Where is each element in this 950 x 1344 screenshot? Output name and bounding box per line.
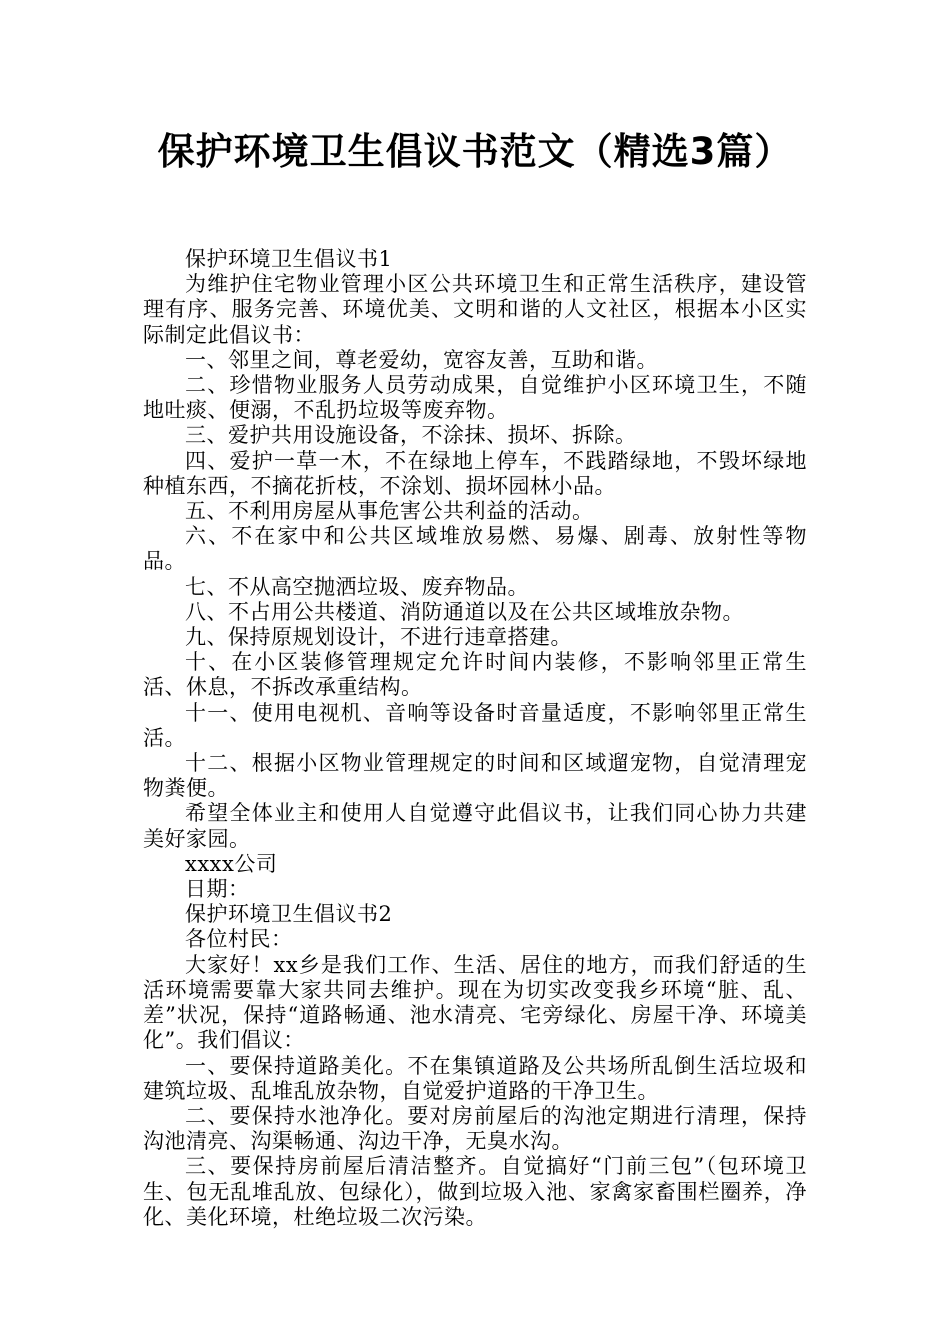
section-heading-2: 保护环境卫生倡议书2	[185, 902, 393, 927]
proposal-2: 二、要保持水池净化。要对房前屋后的沟池定期进行清理，保持沟池清亮、沟渠畅通、沟边干净，无臭水沟。	[143, 1103, 807, 1154]
item-8: 八、不占用公共楼道、消防通道以及在公共区域堆放杂物。	[185, 599, 744, 624]
document-body	[143, 247, 807, 1230]
item-4: 四、爱护一草一木，不在绿地上停车，不践踏绿地，不毁坏绿地种植东西，不摘花折枝，不涂划、损坏园林小品。	[143, 448, 807, 498]
signature-date: 日期：	[185, 877, 250, 902]
greeting-paragraph: 大家好！xx乡是我们工作、生活、居住的地方，而我们舒适的生活环境需要靠大家共同去维护。现在为切实改变我乡环境“脏、乱、差”状况，保持“道路畅通、池水清亮、宅旁绿化、房屋干净、环境美化”。我们倡议：	[143, 952, 807, 1053]
item-6: 六、不在家中和公共区域堆放易燃、易爆、剧毒、放射性等物品。	[143, 524, 807, 574]
proposal-3: 三、要保持房前屋后清洁整齐。自觉搞好“门前三包”（包环境卫生、包无乱堆乱放、包绿化），做到垃圾入池、家禽家畜围栏圈养，净化、美化环境，杜绝垃圾二次污染。	[143, 1154, 807, 1229]
item-9: 九、保持原规划设计，不进行违章搭建。	[185, 625, 572, 650]
item-2: 二、珍惜物业服务人员劳动成果，自觉维护小区环境卫生，不随地吐痰、便溺，不乱扔垃圾等废弃物。	[143, 373, 807, 423]
document-title: 保护环境卫生倡议书范文（精选3篇）	[157, 130, 793, 173]
item-10: 十、在小区装修管理规定允许时间内装修，不影响邻里正常生活、休息，不拆改承重结构。	[143, 650, 807, 700]
signature-company: xxxx公司	[185, 851, 278, 876]
item-7: 七、不从高空抛洒垃圾、废弃物品。	[185, 574, 529, 599]
section-heading-1: 保护环境卫生倡议书1	[185, 247, 393, 271]
item-5: 五、不利用房屋从事危害公共利益的活动。	[185, 499, 594, 524]
item-1: 一、邻里之间，尊老爱幼，宽容友善，互助和谐。	[185, 347, 658, 372]
intro-paragraph: 为维护住宅物业管理小区公共环境卫生和正常生活秩序，建设管理有序、服务完善、环境优美、文明和谐的人文社区，根据本小区实际制定此倡议书：	[143, 272, 807, 347]
item-12: 十二、根据小区物业管理规定的时间和区域遛宠物，自觉清理宠物粪便。	[143, 751, 807, 801]
salutation: 各位村民：	[185, 927, 293, 952]
closing-paragraph: 希望全体业主和使用人自觉遵守此倡议书，让我们同心协力共建美好家园。	[143, 801, 807, 851]
item-3: 三、爱护共用设施设备，不涂抹、损坏、拆除。	[185, 423, 637, 448]
proposal-1: 一、要保持道路美化。不在集镇道路及公共场所乱倒生活垃圾和建筑垃圾、乱堆乱放杂物，自觉爱护道路的干净卫生。	[143, 1053, 807, 1103]
item-11: 十一、使用电视机、音响等设备时音量适度，不影响邻里正常生活。	[143, 700, 807, 750]
